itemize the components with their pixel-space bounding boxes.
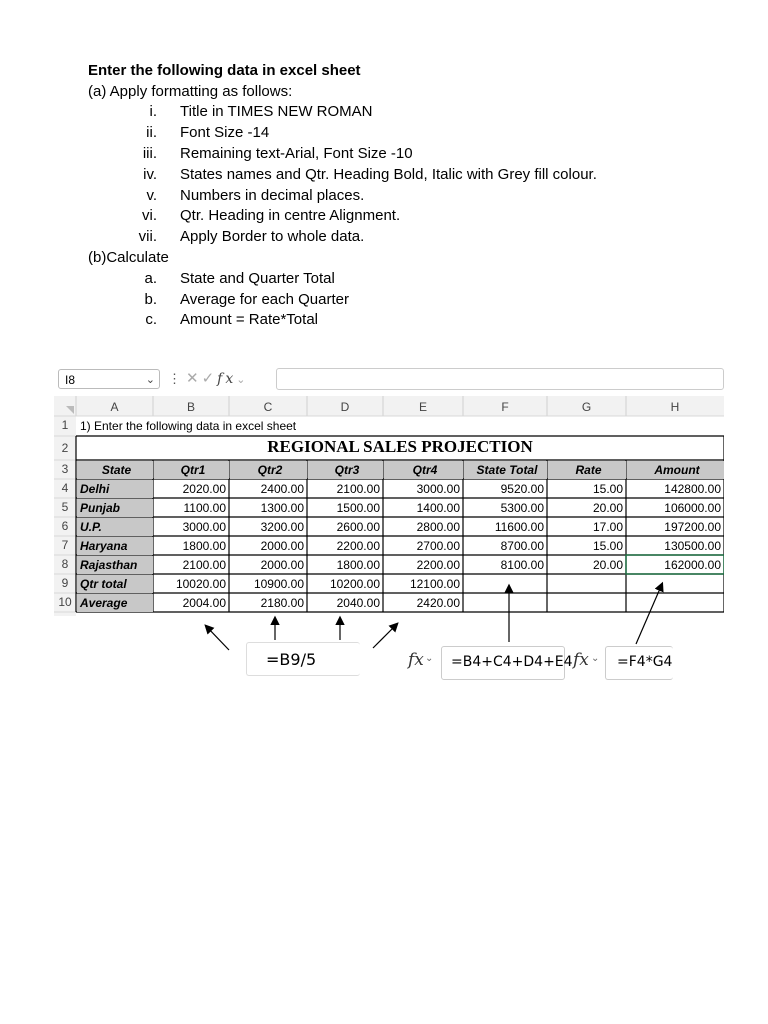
state-name-cell[interactable]: Punjab (77, 499, 153, 517)
fx-icon: fx (408, 650, 424, 670)
row-header[interactable]: 3 (61, 462, 69, 476)
data-cell[interactable]: 1800.00 (336, 558, 380, 572)
data-cell[interactable]: 1500.00 (336, 501, 380, 515)
data-cell[interactable]: 20.00 (592, 501, 623, 515)
data-cell[interactable]: 1300.00 (260, 501, 304, 515)
data-cell[interactable]: 2600.00 (336, 520, 380, 534)
qtr-total-cell[interactable]: 10900.00 (253, 577, 304, 591)
a-item-text: States names and Qtr. Heading Bold, Italic with Grey fill colour. (180, 166, 597, 183)
fx-icon[interactable]: fx (217, 371, 237, 387)
state-name-cell[interactable]: Delhi (77, 480, 153, 498)
column-header[interactable]: G (581, 400, 592, 414)
data-cell[interactable]: 1100.00 (183, 501, 226, 515)
row-header[interactable]: 9 (61, 576, 69, 590)
data-cell[interactable]: 8700.00 (500, 539, 544, 553)
average-cell[interactable]: 2180.00 (260, 596, 304, 610)
empty-cell[interactable] (627, 575, 724, 593)
formula-total: =B4+C4+D4+E4 (451, 654, 573, 670)
data-cell[interactable]: 11600.00 (494, 520, 544, 534)
formula-avg: =B9/5 (266, 650, 317, 669)
arrow-to-e10 (373, 624, 397, 648)
average-cell[interactable]: 2420.00 (416, 596, 460, 610)
column-header[interactable]: H (670, 400, 680, 414)
row-header[interactable]: 4 (61, 481, 69, 495)
average-label[interactable]: Average (77, 594, 153, 612)
arrow-to-b10 (206, 626, 229, 650)
qtr-total-cell[interactable]: 12100.00 (409, 577, 460, 591)
empty-cell[interactable] (464, 594, 547, 612)
data-cell[interactable]: 5300.00 (500, 501, 544, 515)
average-cell[interactable]: 2004.00 (182, 596, 226, 610)
data-cell[interactable]: 3000.00 (182, 520, 226, 534)
b-item-text: Amount = Rate*Total (180, 311, 318, 328)
data-cell[interactable]: 2400.00 (260, 482, 304, 496)
data-cell[interactable]: 2000.00 (260, 558, 304, 572)
qtr-total-label[interactable]: Qtr total (77, 575, 153, 593)
b-item-text: Average for each Quarter (180, 291, 349, 308)
chevron-down-icon[interactable]: ⌄ (236, 374, 249, 386)
data-cell[interactable]: 3200.00 (260, 520, 304, 534)
header-cell[interactable]: Qtr2 (230, 461, 307, 479)
header-cell[interactable]: Rate (548, 461, 626, 479)
empty-cell[interactable] (548, 575, 626, 593)
data-cell[interactable]: 142800.00 (664, 482, 721, 496)
row-header[interactable]: 5 (61, 500, 69, 514)
data-cell[interactable]: 2100.00 (336, 482, 380, 496)
b-item-num: a. (144, 270, 157, 287)
a-item-text: Title in TIMES NEW ROMAN (180, 103, 373, 120)
column-header[interactable]: F (501, 400, 509, 414)
header-cell[interactable]: Qtr3 (308, 461, 383, 479)
average-cell[interactable]: 2040.00 (336, 596, 380, 610)
cancel-icon[interactable]: ✕ (186, 370, 202, 387)
fx-icon: fx (573, 650, 589, 670)
qtr-total-cell[interactable]: 10200.00 (329, 577, 380, 591)
row-header[interactable]: 8 (61, 557, 69, 571)
state-name-cell[interactable]: U.P. (77, 518, 153, 536)
a-item-num: vii. (138, 228, 157, 245)
a-item-num: iii. (142, 145, 157, 162)
a-item-num: v. (146, 187, 157, 204)
data-cell[interactable]: 1800.00 (182, 539, 226, 553)
a-item-num: vi. (142, 207, 157, 224)
data-cell[interactable]: 1400.00 (416, 501, 460, 515)
data-cell[interactable]: 20.00 (592, 558, 623, 572)
data-cell[interactable]: 2200.00 (416, 558, 460, 572)
a-item-text: Font Size -14 (180, 124, 270, 141)
column-header[interactable]: B (186, 400, 195, 414)
header-cell[interactable]: Qtr1 (154, 461, 229, 479)
a-item-text: Qtr. Heading in centre Alignment. (180, 207, 401, 224)
data-cell[interactable]: 2020.00 (182, 482, 226, 496)
empty-cell[interactable] (464, 575, 547, 593)
data-cell[interactable]: 197200.00 (664, 520, 721, 534)
a-item-num: i. (149, 103, 157, 120)
instructions-heading: Enter the following data in excel sheet (88, 62, 361, 79)
row-header[interactable]: 1 (61, 418, 69, 432)
more-icon[interactable]: ⋮ (168, 371, 181, 386)
chevron-down-icon: ⌄ (591, 653, 600, 664)
confirm-icon[interactable]: ✓ (201, 370, 218, 387)
row-header[interactable]: 7 (61, 538, 69, 552)
a-item-text: Numbers in decimal places. (180, 187, 365, 204)
data-cell[interactable]: 130500.00 (664, 539, 721, 553)
sheet-title[interactable]: REGIONAL SALES PROJECTION (267, 437, 533, 456)
header-cell[interactable]: Amount (627, 461, 724, 479)
b-item-text: State and Quarter Total (180, 270, 335, 287)
column-header[interactable]: D (340, 400, 350, 414)
a-item-text: Remaining text-Arial, Font Size -10 (180, 145, 413, 162)
state-name-cell[interactable]: Haryana (77, 537, 153, 555)
header-cell[interactable]: Qtr4 (384, 461, 463, 479)
data-cell[interactable]: 2000.00 (260, 539, 304, 553)
data-cell[interactable]: 2200.00 (336, 539, 380, 553)
formula-amount: =F4*G4 (617, 654, 673, 670)
row-header[interactable]: 2 (61, 441, 69, 455)
data-cell[interactable]: 8100.00 (500, 558, 544, 572)
state-name-cell[interactable]: Rajasthan (77, 556, 153, 574)
b-item-num: b. (144, 291, 157, 308)
empty-cell[interactable] (627, 594, 724, 612)
a-item-text: Apply Border to whole data. (180, 228, 365, 245)
part-a-label: (a) Apply formatting as follows: (88, 83, 293, 100)
a-item-num: ii. (146, 124, 157, 141)
header-cell[interactable]: State Total (464, 461, 547, 479)
column-header[interactable]: A (110, 400, 119, 414)
data-cell[interactable]: 106000.00 (664, 501, 721, 515)
data-cell[interactable]: 15.00 (592, 482, 623, 496)
chevron-down-icon: ⌄ (425, 653, 434, 664)
excel-screenshot (54, 366, 724, 616)
name-box-value: I8 (65, 373, 76, 387)
data-cell[interactable]: 2100.00 (182, 558, 226, 572)
empty-cell[interactable] (548, 594, 626, 612)
data-cell[interactable]: 2700.00 (416, 539, 460, 553)
data-cell[interactable]: 162000.00 (664, 558, 721, 572)
row-header[interactable]: 10 (58, 595, 72, 609)
data-cell[interactable]: 9520.00 (500, 482, 544, 496)
data-cell[interactable]: 2800.00 (416, 520, 460, 534)
data-cell[interactable]: 17.00 (592, 520, 623, 534)
data-cell[interactable]: 3000.00 (416, 482, 460, 496)
chevron-down-icon[interactable]: ⌄ (145, 374, 155, 386)
row1-text[interactable]: 1) Enter the following data in excel sheet (80, 419, 297, 433)
header-cell[interactable]: State (77, 461, 153, 479)
data-cell[interactable]: 15.00 (592, 539, 623, 553)
b-item-num: c. (145, 311, 157, 328)
column-header[interactable]: E (418, 400, 427, 414)
column-header[interactable]: C (263, 400, 273, 414)
row-header[interactable]: 6 (61, 519, 69, 533)
part-b-label: (b)Calculate (88, 249, 169, 266)
qtr-total-cell[interactable]: 10020.00 (175, 577, 226, 591)
a-item-num: iv. (143, 166, 157, 183)
